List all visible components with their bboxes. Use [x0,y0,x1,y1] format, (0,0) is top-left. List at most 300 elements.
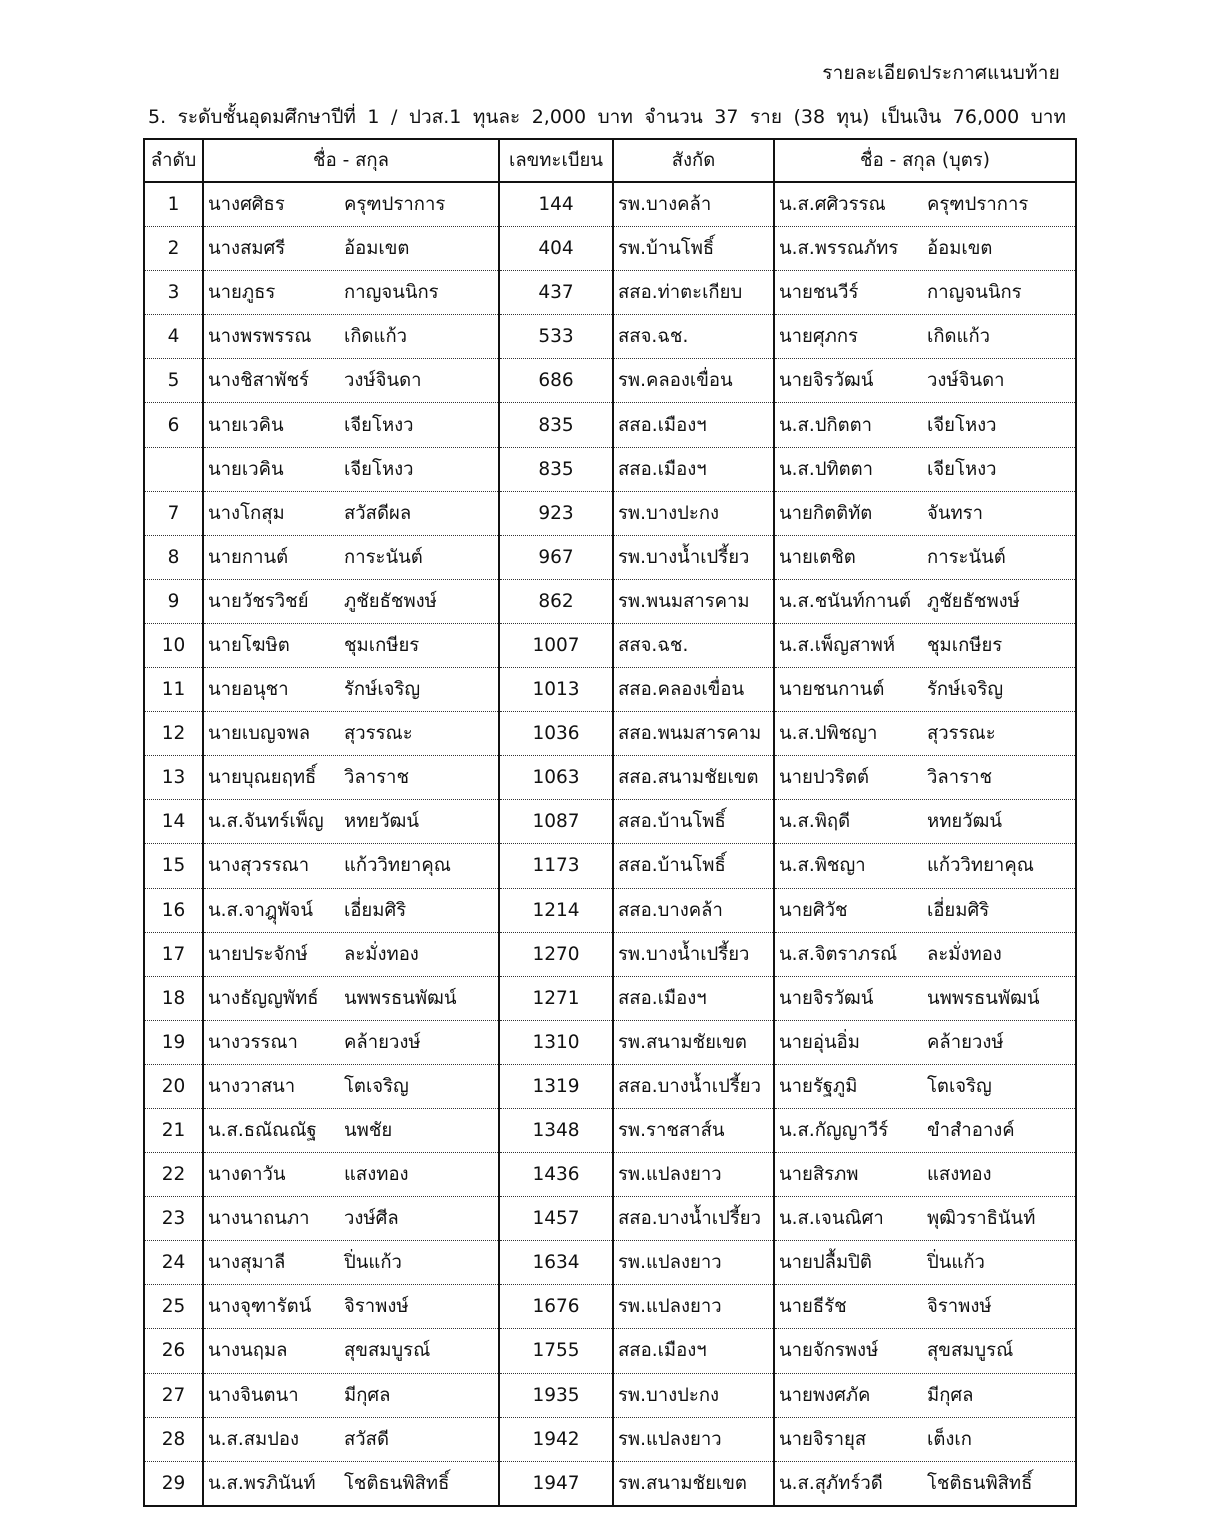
affiliation: สสอ.พนมสารคาม [613,712,774,756]
row-order: 18 [144,976,203,1020]
affiliation: รพ.บางปะกง [613,1373,774,1417]
child-name-cell [774,623,1076,667]
child-first-name: น.ส.เพ็ญสาพห์ [779,634,896,656]
registration-number: 1319 [499,1064,613,1108]
child-last-name: อ้อมเขต [927,238,993,260]
row-order: 25 [144,1285,203,1329]
registration-number: 1063 [499,756,613,800]
child-name-cell [774,535,1076,579]
member-name-cell [203,932,499,976]
child-first-name: น.ส.พรรณภัทร [779,238,899,260]
child-name-cell [774,844,1076,888]
registration-number: 1457 [499,1197,613,1241]
child-first-name: นายชนวีร์ [779,282,859,304]
child-first-name: น.ส.ปกิตตา [779,414,873,436]
registration-number: 1087 [499,800,613,844]
row-order: 13 [144,756,203,800]
child-first-name: น.ส.กัญญาวีร์ [779,1120,889,1142]
child-first-name: น.ส.ปพิชญา [779,723,878,745]
document-reference: รายละเอียดประกาศแนบท้าย [822,62,1060,84]
member-last-name: เกิดแก้ว [344,326,408,348]
member-name-cell [203,315,499,359]
member-first-name: น.ส.พรภินันท์ [208,1472,316,1494]
member-first-name: น.ส.จันทร์เพ็ญ [208,811,324,833]
member-first-name: นายเวคิน [208,414,284,436]
child-last-name: ครุฑปราการ [927,194,1029,216]
registration-number: 1310 [499,1020,613,1064]
header-child-name: ชื่อ - สกุล (บุตร) [774,139,1076,182]
member-first-name: น.ส.ธณัณณัฐ [208,1120,317,1142]
child-last-name: เอี่ยมศิริ [927,899,990,921]
row-order: 22 [144,1153,203,1197]
table-row [144,1020,1076,1064]
child-last-name: มีกุศล [927,1384,974,1406]
child-last-name: โชติธนพิสิทธิ์ [927,1472,1033,1494]
registration-number: 686 [499,359,613,403]
member-first-name: นางวาสนา [208,1075,296,1097]
member-last-name: เจียโหงว [344,458,414,480]
child-first-name: นายศิวัช [779,899,848,921]
child-first-name: นายจิรวัฒน์ [779,370,874,392]
registration-number: 1755 [499,1329,613,1373]
affiliation: สสอ.เมืองฯ [613,447,774,491]
header-affiliation: สังกัด [613,139,774,182]
member-name-cell [203,1241,499,1285]
header-order: ลำดับ [144,139,203,182]
row-order: 23 [144,1197,203,1241]
member-first-name: นางสุมาลี [208,1252,286,1274]
child-name-cell [774,1329,1076,1373]
member-last-name: เอี่ยมศิริ [344,899,407,921]
child-name-cell [774,888,1076,932]
registration-number: 404 [499,227,613,271]
affiliation: สสอ.ท่าตะเกียบ [613,271,774,315]
member-first-name: นางจินตนา [208,1384,299,1406]
child-last-name: ขำสำอางค์ [927,1120,1015,1142]
member-last-name: วิลาราช [344,767,409,789]
row-order: 29 [144,1461,203,1506]
table-row [144,1153,1076,1197]
child-first-name: นายธีรัช [779,1296,847,1318]
registration-number: 1214 [499,888,613,932]
member-first-name: นายประจักษ์ [208,943,308,965]
affiliation: สสอ.เมืองฯ [613,976,774,1020]
member-last-name: ปิ่นแก้ว [344,1252,402,1274]
row-order: 20 [144,1064,203,1108]
child-last-name: ภูชัยธัชพงษ์ [927,590,1020,612]
row-order: 16 [144,888,203,932]
table-row [144,1329,1076,1373]
affiliation: รพ.บ้านโพธิ์ [613,227,774,271]
row-order: 4 [144,315,203,359]
child-last-name: เกิดแก้ว [927,326,991,348]
member-name-cell [203,756,499,800]
child-last-name: การะนันต์ [927,546,1006,568]
child-last-name: ละมั่งทอง [927,943,1002,965]
row-order: 9 [144,579,203,623]
member-first-name: นายกานต์ [208,546,289,568]
member-last-name: คล้ายวงษ์ [344,1031,421,1053]
member-name-cell [203,623,499,667]
member-name-cell [203,535,499,579]
registration-number: 437 [499,271,613,315]
row-order: 28 [144,1417,203,1461]
header-registration: เลขทะเบียน [499,139,613,182]
child-last-name: หทยวัฒน์ [927,811,1002,833]
child-first-name: น.ส.พิชญา [779,855,866,877]
child-last-name: รักษ์เจริญ [927,679,1004,701]
member-first-name: นางวรรณา [208,1031,298,1053]
child-first-name: น.ส.จิตราภรณ์ [779,943,898,965]
affiliation: รพ.ราชสาส์น [613,1108,774,1152]
affiliation: รพ.บางปะกง [613,491,774,535]
member-last-name: วงษ์จินดา [344,370,422,392]
child-name-cell [774,1153,1076,1197]
child-last-name: ชุมเกษียร [927,634,1003,656]
affiliation: สสจ.ฉช. [613,623,774,667]
child-first-name: นายจิรวัฒน์ [779,987,874,1009]
header-name: ชื่อ - สกุล [203,139,499,182]
child-last-name: วงษ์จินดา [927,370,1005,392]
row-order: 12 [144,712,203,756]
member-first-name: นายโฆษิต [208,634,290,656]
registration-number: 1007 [499,623,613,667]
affiliation: รพ.บางน้ำเปรี้ยว [613,535,774,579]
registration-number: 1676 [499,1285,613,1329]
registration-number: 835 [499,447,613,491]
member-first-name: น.ส.สมปอง [208,1428,300,1450]
table-row [144,1241,1076,1285]
affiliation: สสอ.บ้านโพธิ์ [613,844,774,888]
affiliation: สสอ.เมืองฯ [613,1329,774,1373]
child-name-cell [774,579,1076,623]
member-name-cell [203,271,499,315]
member-name-cell [203,1285,499,1329]
child-first-name: นายจิรายุส [779,1428,867,1450]
member-name-cell [203,1373,499,1417]
member-name-cell [203,800,499,844]
member-first-name: นางธัญญพัทธ์ [208,987,319,1009]
table-row [144,1417,1076,1461]
row-order: 19 [144,1020,203,1064]
registration-number: 1013 [499,668,613,712]
child-last-name: แก้ววิทยาคุณ [927,855,1034,877]
row-order: 5 [144,359,203,403]
member-name-cell [203,976,499,1020]
child-first-name: นายสิรภพ [779,1164,859,1186]
row-order [144,447,203,491]
child-first-name: นายพงศภัค [779,1384,871,1406]
affiliation: สสอ.บางน้ำเปรี้ยว [613,1197,774,1241]
member-name-cell [203,888,499,932]
child-name-cell [774,1020,1076,1064]
row-order: 26 [144,1329,203,1373]
table-row [144,182,1076,227]
registration-number: 862 [499,579,613,623]
member-last-name: อ้อมเขต [344,238,410,260]
member-name-cell [203,844,499,888]
child-last-name: พุฒิวราธินันท์ [927,1208,1036,1230]
child-last-name: จันทรา [927,502,984,524]
registration-number: 1271 [499,976,613,1020]
child-first-name: น.ส.ปทิตตา [779,458,874,480]
affiliation: รพ.พนมสารคาม [613,579,774,623]
member-last-name: แสงทอง [344,1164,409,1186]
member-name-cell [203,712,499,756]
affiliation: สสจ.ฉช. [613,315,774,359]
row-order: 11 [144,668,203,712]
registration-number: 835 [499,403,613,447]
row-order: 14 [144,800,203,844]
table-row [144,668,1076,712]
table-row [144,359,1076,403]
member-name-cell [203,1417,499,1461]
child-name-cell [774,1373,1076,1417]
member-first-name: นายอนุชา [208,679,289,701]
member-first-name: นางนาถนภา [208,1208,310,1230]
member-name-cell [203,579,499,623]
member-first-name: นายเวคิน [208,458,284,480]
registration-number: 1173 [499,844,613,888]
affiliation: รพ.แปลงยาว [613,1285,774,1329]
affiliation: สสอ.บ้านโพธิ์ [613,800,774,844]
child-first-name: นายชนกานต์ [779,679,885,701]
row-order: 17 [144,932,203,976]
member-name-cell [203,447,499,491]
child-first-name: น.ส.ศศิวรรณ [779,194,886,216]
table-row [144,403,1076,447]
member-last-name: จิราพงษ์ [344,1296,409,1318]
member-last-name: การะนันต์ [344,546,423,568]
registration-number: 144 [499,182,613,227]
member-first-name: นางสมศรี [208,238,286,260]
child-name-cell [774,359,1076,403]
child-name-cell [774,403,1076,447]
row-order: 2 [144,227,203,271]
member-first-name: นางพรพรรณ [208,326,312,348]
registration-number: 1935 [499,1373,613,1417]
registration-number: 1436 [499,1153,613,1197]
child-last-name: เจียโหงว [927,414,997,436]
child-first-name: นายรัฐภูมิ [779,1075,858,1097]
child-last-name: แสงทอง [927,1164,992,1186]
row-order: 7 [144,491,203,535]
table-row [144,447,1076,491]
member-name-cell [203,182,499,227]
row-order: 24 [144,1241,203,1285]
table-row [144,271,1076,315]
child-name-cell [774,1461,1076,1506]
member-last-name: รักษ์เจริญ [344,679,421,701]
member-last-name: นพชัย [344,1120,393,1142]
member-name-cell [203,1461,499,1506]
member-first-name: นายวัชรวิชย์ [208,590,309,612]
table-row [144,712,1076,756]
member-name-cell [203,1197,499,1241]
member-first-name: นายภูธร [208,282,276,304]
child-last-name: สุขสมบูรณ์ [927,1340,1014,1362]
child-name-cell [774,1241,1076,1285]
child-first-name: นายอุ่นอิ่ม [779,1031,860,1053]
scholarship-table [143,138,1077,1507]
table-row [144,1108,1076,1152]
child-name-cell [774,756,1076,800]
child-first-name: น.ส.เจนณิศา [779,1208,884,1230]
child-first-name: นายจักรพงษ์ [779,1340,879,1362]
table-row [144,227,1076,271]
member-last-name: ครุฑปราการ [344,194,446,216]
member-first-name: น.ส.จาฎุพัจน์ [208,899,314,921]
member-name-cell [203,1108,499,1152]
row-order: 27 [144,1373,203,1417]
child-first-name: นายปวริตต์ [779,767,869,789]
table-row [144,1285,1076,1329]
member-first-name: นางสุวรรณา [208,855,310,877]
child-first-name: น.ส.ชนันท์กานต์ [779,590,911,612]
member-last-name: สุวรรณะ [344,723,413,745]
member-first-name: นางชิสาพัชร์ [208,370,309,392]
member-first-name: นางศศิธร [208,194,285,216]
member-first-name: นายเบญจพล [208,723,311,745]
child-name-cell [774,712,1076,756]
row-order: 1 [144,182,203,227]
table-row [144,800,1076,844]
table-header-row [144,139,1076,182]
member-first-name: นางจุฑารัตน์ [208,1296,312,1318]
registration-number: 967 [499,535,613,579]
member-name-cell [203,1020,499,1064]
affiliation: รพ.แปลงยาว [613,1417,774,1461]
row-order: 6 [144,403,203,447]
table-row [144,976,1076,1020]
child-name-cell [774,1108,1076,1152]
member-name-cell [203,227,499,271]
member-first-name: นางดาวัน [208,1164,286,1186]
child-last-name: ปิ่นแก้ว [927,1252,985,1274]
member-last-name: โชติธนพิสิทธิ์ [344,1472,450,1494]
table-row [144,491,1076,535]
section-heading: 5. ระดับชั้นอุดมศึกษาปีที่ 1 / ปวส.1 ทุนละ 2,000 บาท จำนวน 37 ราย (38 ทุน) เป็นเงิน 76,000 บาท [148,106,1066,128]
registration-number: 1634 [499,1241,613,1285]
member-last-name: กาญจนนิกร [344,282,439,304]
row-order: 8 [144,535,203,579]
affiliation: รพ.สนามชัยเขต [613,1020,774,1064]
affiliation: รพ.คลองเขื่อน [613,359,774,403]
table-row [144,579,1076,623]
member-last-name: นพพรธนพัฒน์ [344,987,457,1009]
member-last-name: ละมั่งทอง [344,943,419,965]
child-first-name: นายกิตติทัต [779,502,873,524]
child-first-name: น.ส.สุภัทร์วดี [779,1472,883,1494]
child-name-cell [774,271,1076,315]
row-order: 10 [144,623,203,667]
child-name-cell [774,1417,1076,1461]
child-first-name: นายปลื้มปิติ [779,1252,872,1274]
member-name-cell [203,359,499,403]
member-name-cell [203,403,499,447]
table-row [144,315,1076,359]
member-last-name: มีกุศล [344,1384,391,1406]
table-row [144,1373,1076,1417]
table-row [144,844,1076,888]
member-last-name: ภูชัยธัชพงษ์ [344,590,437,612]
child-name-cell [774,182,1076,227]
table-row [144,756,1076,800]
affiliation: สสอ.สนามชัยเขต [613,756,774,800]
registration-number: 1947 [499,1461,613,1506]
member-name-cell [203,1153,499,1197]
child-last-name: โตเจริญ [927,1075,992,1097]
child-name-cell [774,227,1076,271]
table-row [144,1197,1076,1241]
child-name-cell [774,976,1076,1020]
member-name-cell [203,1329,499,1373]
member-name-cell [203,1064,499,1108]
child-name-cell [774,668,1076,712]
affiliation: สสอ.บางน้ำเปรี้ยว [613,1064,774,1108]
member-last-name: ชุมเกษียร [344,634,420,656]
member-last-name: โตเจริญ [344,1075,409,1097]
child-last-name: เจียโหงว [927,458,997,480]
table-row [144,888,1076,932]
member-last-name: วงษ์ศีล [344,1208,399,1230]
child-last-name: เต็งเก [927,1428,972,1450]
member-name-cell [203,491,499,535]
registration-number: 533 [499,315,613,359]
registration-number: 923 [499,491,613,535]
affiliation: รพ.สนามชัยเขต [613,1461,774,1506]
row-order: 15 [144,844,203,888]
child-name-cell [774,1064,1076,1108]
member-last-name: เจียโหงว [344,414,414,436]
affiliation: รพ.แปลงยาว [613,1241,774,1285]
registration-number: 1270 [499,932,613,976]
child-name-cell [774,447,1076,491]
table-row [144,1461,1076,1506]
child-last-name: วิลาราช [927,767,992,789]
member-last-name: หทยวัฒน์ [344,811,419,833]
member-last-name: สุขสมบูรณ์ [344,1340,431,1362]
affiliation: รพ.บางคล้า [613,182,774,227]
child-last-name: นพพรธนพัฒน์ [927,987,1040,1009]
child-first-name: นายเตชิต [779,546,856,568]
child-name-cell [774,800,1076,844]
member-last-name: สวัสดีผล [344,502,412,524]
table-row [144,535,1076,579]
row-order: 21 [144,1108,203,1152]
affiliation: รพ.บางน้ำเปรี้ยว [613,932,774,976]
table-row [144,932,1076,976]
child-name-cell [774,1197,1076,1241]
member-name-cell [203,668,499,712]
child-name-cell [774,1285,1076,1329]
child-last-name: กาญจนนิกร [927,282,1022,304]
child-name-cell [774,315,1076,359]
member-first-name: นายบุณยฤทธิ์ [208,767,317,789]
row-order: 3 [144,271,203,315]
affiliation: รพ.แปลงยาว [613,1153,774,1197]
child-last-name: สุวรรณะ [927,723,996,745]
table-row [144,1064,1076,1108]
child-last-name: คล้ายวงษ์ [927,1031,1004,1053]
member-last-name: แก้ววิทยาคุณ [344,855,451,877]
member-last-name: สวัสดี [344,1428,389,1450]
child-last-name: จิราพงษ์ [927,1296,992,1318]
child-first-name: นายศุภกร [779,326,858,348]
child-name-cell [774,932,1076,976]
affiliation: สสอ.คลองเขื่อน [613,668,774,712]
registration-number: 1942 [499,1417,613,1461]
